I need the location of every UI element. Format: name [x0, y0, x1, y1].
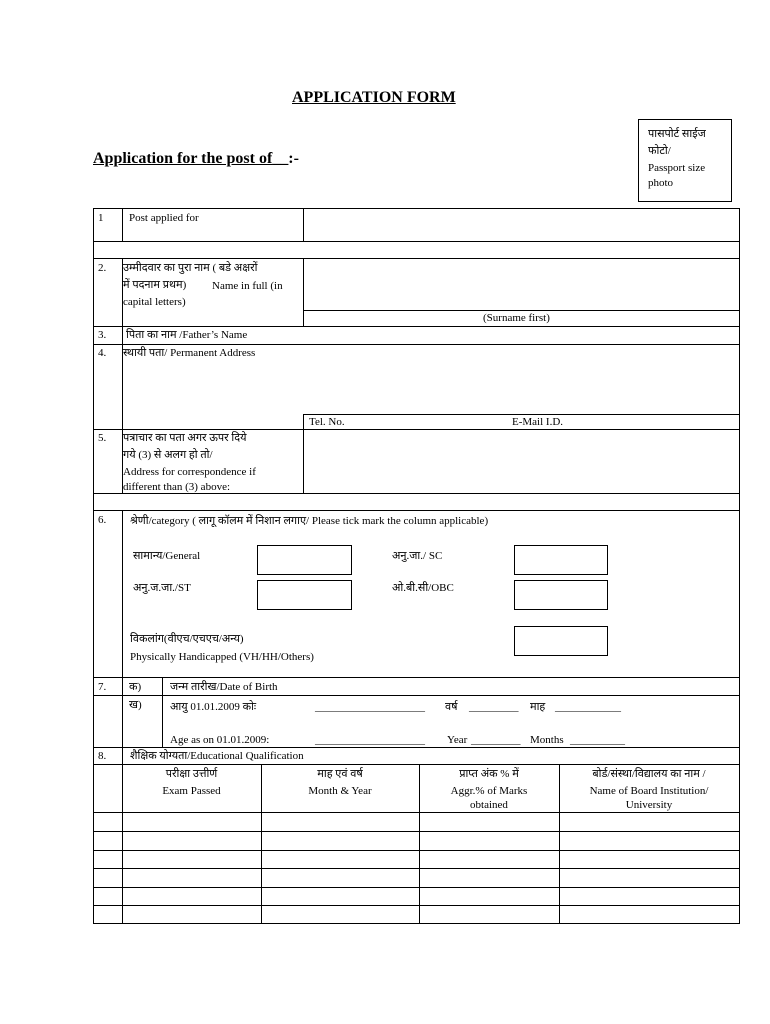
qualification-rows[interactable] [123, 813, 738, 923]
age-days-blank-en[interactable]: __________ [570, 734, 625, 746]
permanent-address-label: स्थायी पता/ Permanent Address [123, 347, 256, 359]
category-general-checkbox[interactable] [257, 545, 352, 575]
father-name-field[interactable] [305, 328, 737, 343]
row-line [93, 344, 739, 345]
row-line [93, 208, 739, 209]
correspondence-label-hi-2: गये (3) से अलग हो तो/ [123, 449, 213, 461]
post-heading-label: Application for the post of [93, 150, 273, 167]
row-number: 7. [98, 681, 107, 693]
surname-first-note: (Surname first) [483, 312, 550, 324]
row-line [93, 747, 739, 748]
col-line [303, 414, 304, 493]
year-label-hi: वर्ष [445, 701, 458, 713]
row-line [93, 258, 739, 259]
col-header-month-year-en: Month & Year [308, 785, 372, 797]
category-general-label: सामान्य/General [133, 550, 201, 562]
email-label: E-Mail I.D. [512, 416, 564, 428]
col-header-board-hi: बोर्ड/संस्था/विद्यालय का नाम / [592, 768, 706, 780]
post-heading [93, 150, 299, 168]
form-title: APPLICATION FORM [292, 89, 456, 106]
correspondence-address-field[interactable] [305, 431, 737, 492]
row-line [93, 510, 739, 511]
col-line [303, 258, 304, 326]
category-ph-checkbox[interactable] [514, 626, 608, 656]
row-line [93, 764, 739, 765]
category-sc-label: अनु.जा./ SC [392, 550, 443, 562]
row-number: 5. [98, 432, 107, 444]
photo-label-hi-1: पासपोर्ट साईज [648, 128, 706, 140]
permanent-address-field[interactable] [305, 346, 737, 413]
education-label: शैक्षिक योग्यता/Educational Qualification [130, 750, 304, 762]
dob-label: जन्म तारीख/Date of Birth [170, 681, 278, 693]
row-number: 6. [98, 514, 107, 526]
post-suffix: :- [288, 150, 299, 167]
father-name-label: पिता का नाम /Father’s Name [126, 329, 248, 341]
age-label-hi: आयु 01.01.2009 कोः [170, 701, 257, 713]
full-name-label-en: Name in full (in [212, 280, 283, 292]
table-border-right [739, 208, 740, 924]
col-line [303, 208, 304, 241]
category-st-label: अनु.ज.जा./ST [133, 582, 191, 594]
category-obc-label: ओ.बी.सी/OBC [392, 582, 454, 594]
row-line [303, 414, 739, 415]
row-number: 4. [98, 347, 107, 359]
col-header-board-en-2: University [625, 799, 673, 811]
row-line [93, 429, 739, 430]
row-number: 3. [98, 329, 107, 341]
row-line [93, 695, 739, 696]
full-name-field[interactable] [305, 260, 737, 309]
post-blank[interactable]: __ [272, 150, 289, 167]
post-applied-label: Post applied for [129, 212, 199, 224]
category-ph-label-en: Physically Handicapped (VH/HH/Others) [130, 651, 314, 663]
category-st-checkbox[interactable] [257, 580, 352, 610]
months-label-en: Months [530, 734, 564, 746]
full-name-label-en-2: capital letters) [123, 296, 186, 308]
full-name-label-hi-2: में पदनाम प्रथम) [123, 279, 187, 291]
col-header-marks-en-2: obtained [470, 799, 508, 811]
month-label-hi: माह [530, 701, 546, 713]
photo-label-en-2: photo [648, 177, 674, 189]
col-header-month-year-hi: माह एवं वर्ष [317, 768, 363, 780]
row-line [93, 677, 739, 678]
age-months-blank-en[interactable]: _________ [471, 734, 521, 746]
col-line [162, 677, 163, 747]
age-months-blank-hi[interactable]: _________ [469, 701, 519, 713]
age-years-blank-hi[interactable]: ____________________ [315, 701, 425, 713]
col-line [122, 208, 123, 241]
age-days-blank-hi[interactable]: ____________ [555, 701, 621, 713]
correspondence-label-en: Address for correspondence if [123, 466, 256, 478]
row-number: 2. [98, 262, 107, 274]
category-ph-label-hi: विकलांग(वीएच/एचएच/अन्य) [130, 633, 244, 645]
age-label-en: Age as on 01.01.2009: [170, 734, 270, 746]
row-line [93, 923, 739, 924]
col-header-marks-hi: प्राप्त अंक % में [459, 768, 519, 780]
row-line [303, 310, 739, 311]
row-number: 1 [98, 212, 104, 224]
category-sc-checkbox[interactable] [514, 545, 608, 575]
row-line [93, 326, 739, 327]
passport-photo-box[interactable] [638, 119, 732, 202]
category-obc-checkbox[interactable] [514, 580, 608, 610]
category-label: श्रेणी/category ( लागू कॉलम में निशान लगाए/ Please tick mark the column applicable) [130, 515, 489, 527]
col-header-exam-hi: परीक्षा उत्तीर्ण [165, 768, 218, 780]
col-header-board-en: Name of Board Institution/ [589, 785, 709, 797]
year-label-en: Year [447, 734, 468, 746]
age-years-blank-en[interactable]: ____________________ [315, 734, 425, 746]
row-line [93, 241, 739, 242]
col-header-exam-en: Exam Passed [162, 785, 221, 797]
correspondence-label-hi: पत्राचार का पता अगर ऊपर दिये [123, 432, 247, 444]
row-number: 8. [98, 750, 107, 762]
table-border-left [93, 208, 94, 924]
photo-label-hi-2: फोटो/ [648, 145, 671, 157]
correspondence-label-en-2: different than (3) above: [123, 481, 231, 493]
sub-item-b: ख) [129, 699, 142, 711]
full-name-label-hi: उम्मीदवार का पुरा नाम ( बडे अक्षरों [123, 262, 258, 274]
post-applied-field[interactable] [305, 210, 737, 240]
col-header-marks-en: Aggr.% of Marks [450, 785, 528, 797]
col-line [122, 510, 123, 677]
sub-item-a: क) [129, 681, 142, 693]
photo-label-en-1: Passport size [648, 162, 706, 174]
tel-no-label: Tel. No. [309, 416, 345, 428]
